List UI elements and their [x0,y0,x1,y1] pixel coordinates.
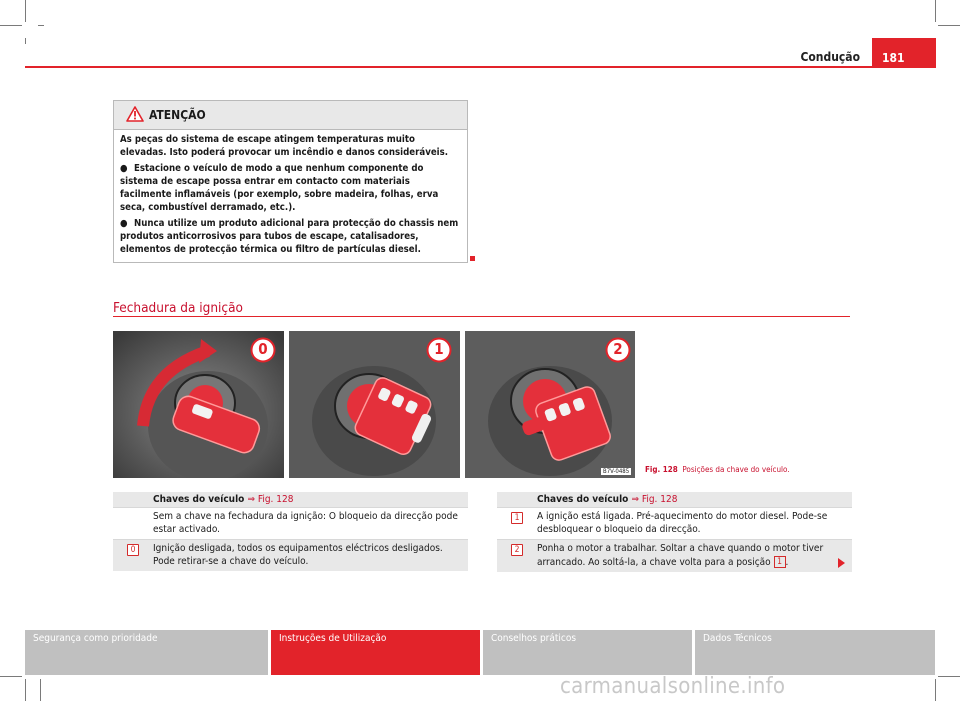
continue-arrow-icon [838,558,845,568]
table-row: 2 Ponha o motor a trabalhar. Soltar a chave quando o motor tiver arrancado. Ao soltá-la, a chave volta para a posição 1 . [497,540,852,572]
header-rule [25,66,936,68]
figure-reference-link[interactable]: ⇒ Fig. 128 [247,494,294,505]
key-positions-table-right [497,492,852,572]
warning-body [114,130,467,256]
warning-header [114,101,467,130]
figure-reference-link[interactable]: ⇒ Fig. 128 [631,494,678,505]
position-1-label: 1 [434,340,444,358]
crop-mark [25,0,26,22]
bullet-dot-icon: ● [120,163,128,174]
crop-mark [938,25,960,26]
watermark: carmanualsonline.info [560,674,786,699]
key-positions-table-left [113,492,468,571]
inline-position-badge: 1 [774,556,786,568]
section-rule [113,316,850,317]
position-number-badge: 1 [511,512,523,524]
chapter-tabs [25,630,935,675]
warning-intro: As peças do sistema de escape atingem temperaturas muito elevadas. Isto poderá provocar um incêndio e danos consideráveis. [120,134,449,158]
table-row: 0 Ignição desligada, todos os equipamentos eléctricos desligados. Pode retirar-se a chave do veículo. [113,540,468,571]
position-0-label: 0 [258,340,268,358]
running-header-title: Condução [800,50,860,64]
warning-box [113,100,468,263]
crop-mark [38,25,44,26]
table-row: 1 A ignição está ligada. Pré-aquecimento do motor diesel. Pode-se desbloquear o bloqueio da direcção. [497,507,852,540]
figure-code: B7V-0485 [603,468,630,475]
position-2-label: 2 [613,340,623,358]
tab-dados-tecnicos[interactable]: Dados Técnicos [695,630,935,675]
table-row: Sem a chave na fechadura da ignição: O bloqueio da direcção pode estar activado. [113,507,468,540]
table-header: Chaves do veículo ⇒ Fig. 128 [113,492,468,507]
bullet-dot-icon: ● [120,218,128,229]
tab-conselhos[interactable]: Conselhos práticos [483,630,692,675]
tab-instrucoes[interactable]: Instruções de Utilização [271,630,480,675]
crop-mark [935,0,936,22]
position-number-badge: 2 [511,544,523,556]
table-header: Chaves do veículo ⇒ Fig. 128 [497,492,852,507]
crop-mark [938,676,960,677]
tab-seguranca[interactable]: Segurança como prioridade [25,630,268,675]
end-marker-icon [470,256,475,261]
crop-mark [40,679,41,701]
crop-mark [0,25,22,26]
warning-bullet: ● Nunca utilize um produto adicional para protecção do chassis nem produtos anticorrosivos para tubos de escape, catalisadores, elementos de protecção térmica ou filtro de partículas diesel. [120,218,459,255]
position-number-badge: 0 [127,544,139,556]
page-number: 181 [872,38,936,66]
crop-mark [25,679,26,701]
crop-mark [935,679,936,701]
warning-bullet: ● Estacione o veículo de modo a que nenhum componente do sistema de escape possa entrar em contacto com materiais facilmente inflamáveis (por exemplo, sobre madeira, folhas, erva seca, combustível derramado, etc.). [120,163,439,213]
crop-mark [25,38,26,44]
warning-triangle-icon [126,106,144,122]
ignition-figure [113,331,635,478]
section-title: Fechadura da ignição [113,300,243,316]
crop-mark [0,676,22,677]
figure-caption: Fig. 128 Posições da chave do veículo. [645,465,790,474]
warning-title: ATENÇÃO [149,108,206,122]
